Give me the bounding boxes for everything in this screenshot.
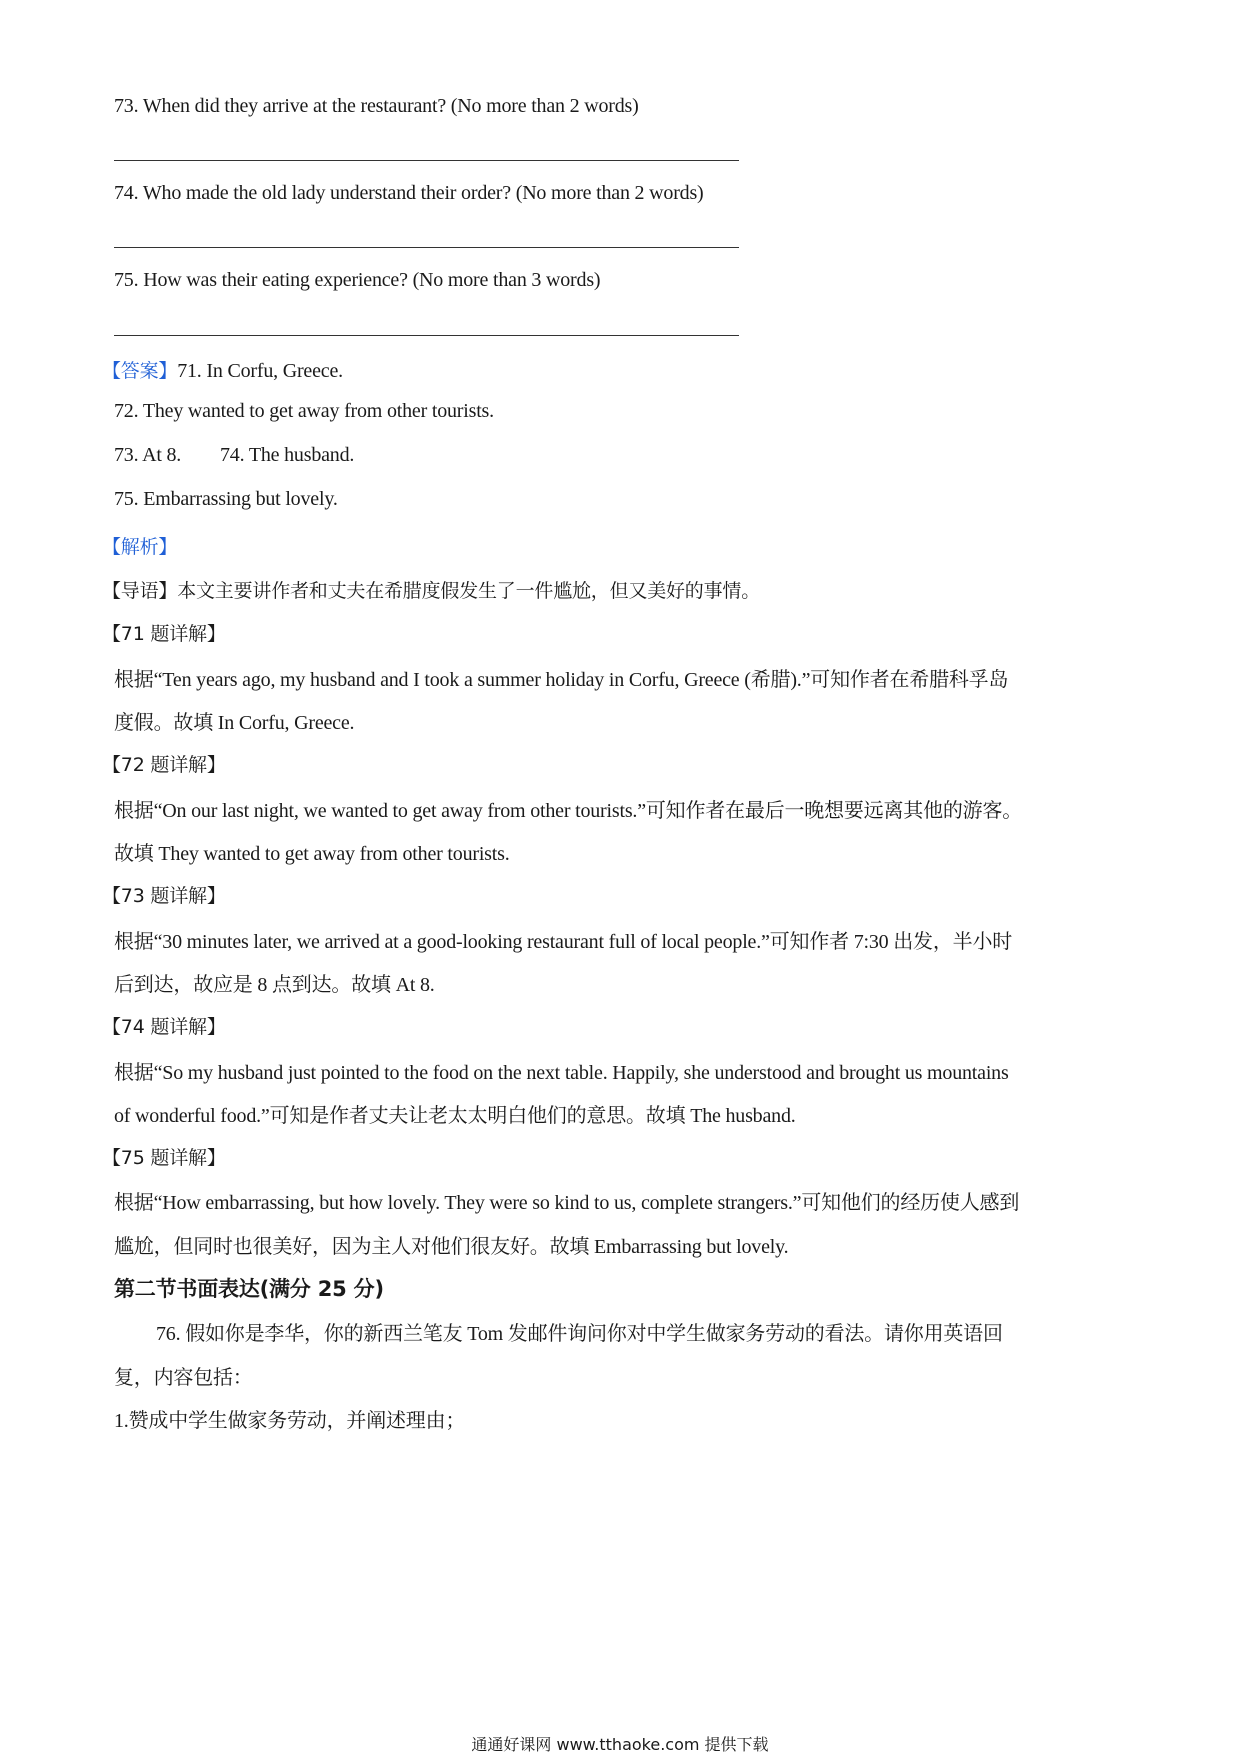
answer-line-73 xyxy=(114,160,739,161)
detail-74-heading: 【74 题详解】 xyxy=(102,1016,226,1038)
detail-75-line-1: 根据“How embarrassing, but how lovely. They were so kind to us, complete strangers.”可知他们的经历使人感到 xyxy=(114,1192,1020,1214)
detail-75-heading: 【75 题详解】 xyxy=(102,1147,226,1169)
detail-73-line-2: 后到达，故应是 8 点到达。故填 At 8. xyxy=(114,974,435,996)
answer-tag: 【答案】 xyxy=(102,360,178,382)
detail-72-heading: 【72 题详解】 xyxy=(102,754,226,776)
answer-71: 71. In Corfu, Greece. xyxy=(177,360,343,382)
detail-74-line-1: 根据“So my husband just pointed to the food on the next table. Happily, she understood and brought us mountains xyxy=(114,1062,1009,1084)
answer-line-75 xyxy=(114,335,739,336)
detail-73-heading: 【73 题详解】 xyxy=(102,885,226,907)
question-73: 73. When did they arrive at the restaurant? (No more than 2 words) xyxy=(114,95,639,117)
answer-line-74 xyxy=(114,247,739,248)
analysis-tag: 【解析】 xyxy=(102,536,178,558)
detail-74-line-2: of wonderful food.”可知是作者丈夫让老太太明白他们的意思。故填 The husband. xyxy=(114,1105,796,1127)
detail-71-heading: 【71 题详解】 xyxy=(102,623,226,645)
answer-74: 74. The husband. xyxy=(220,444,355,466)
detail-71-line-1: 根据“Ten years ago, my husband and I took a summer holiday in Corfu, Greece (希腊).”可知作者在希腊科孚岛 xyxy=(114,669,1009,691)
question-74: 74. Who made the old lady understand their order? (No more than 2 words) xyxy=(114,182,704,204)
page-footer: 通通好课网 www.tthaoke.com 提供下载 xyxy=(471,1735,769,1754)
section-2-title: 第二节书面表达(满分 25 分) xyxy=(114,1277,384,1301)
question-76-line-1: 76. 假如你是李华，你的新西兰笔友 Tom 发邮件询问你对中学生做家务劳动的看法。请你用英语回 xyxy=(156,1323,1003,1345)
detail-73-line-1: 根据“30 minutes later, we arrived at a good-looking restaurant full of local people.”可知作者 7:30 出发，半小时 xyxy=(114,931,1013,953)
answer-71-row xyxy=(102,356,343,383)
question-76-line-2: 复，内容包括： xyxy=(114,1367,253,1389)
question-76-point-1: 1.赞成中学生做家务劳动，并阐述理由； xyxy=(114,1410,466,1432)
question-75: 75. How was their eating experience? (No more than 3 words) xyxy=(114,269,601,291)
detail-72-line-1: 根据“On our last night, we wanted to get away from other tourists.”可知作者在最后一晚想要远离其他的游客。 xyxy=(114,800,1023,822)
detail-71-line-2: 度假。故填 In Corfu, Greece. xyxy=(114,712,355,734)
analysis-intro: 【导语】本文主要讲作者和丈夫在希腊度假发生了一件尴尬，但又美好的事情。 xyxy=(102,580,761,602)
detail-72-line-2: 故填 They wanted to get away from other tourists. xyxy=(114,843,510,865)
detail-75-line-2: 尴尬，但同时也很美好，因为主人对他们很友好。故填 Embarrassing but lovely. xyxy=(114,1236,789,1258)
answer-73: 73. At 8. xyxy=(114,444,182,466)
answer-75: 75. Embarrassing but lovely. xyxy=(114,488,338,510)
answer-72: 72. They wanted to get away from other tourists. xyxy=(114,400,494,422)
